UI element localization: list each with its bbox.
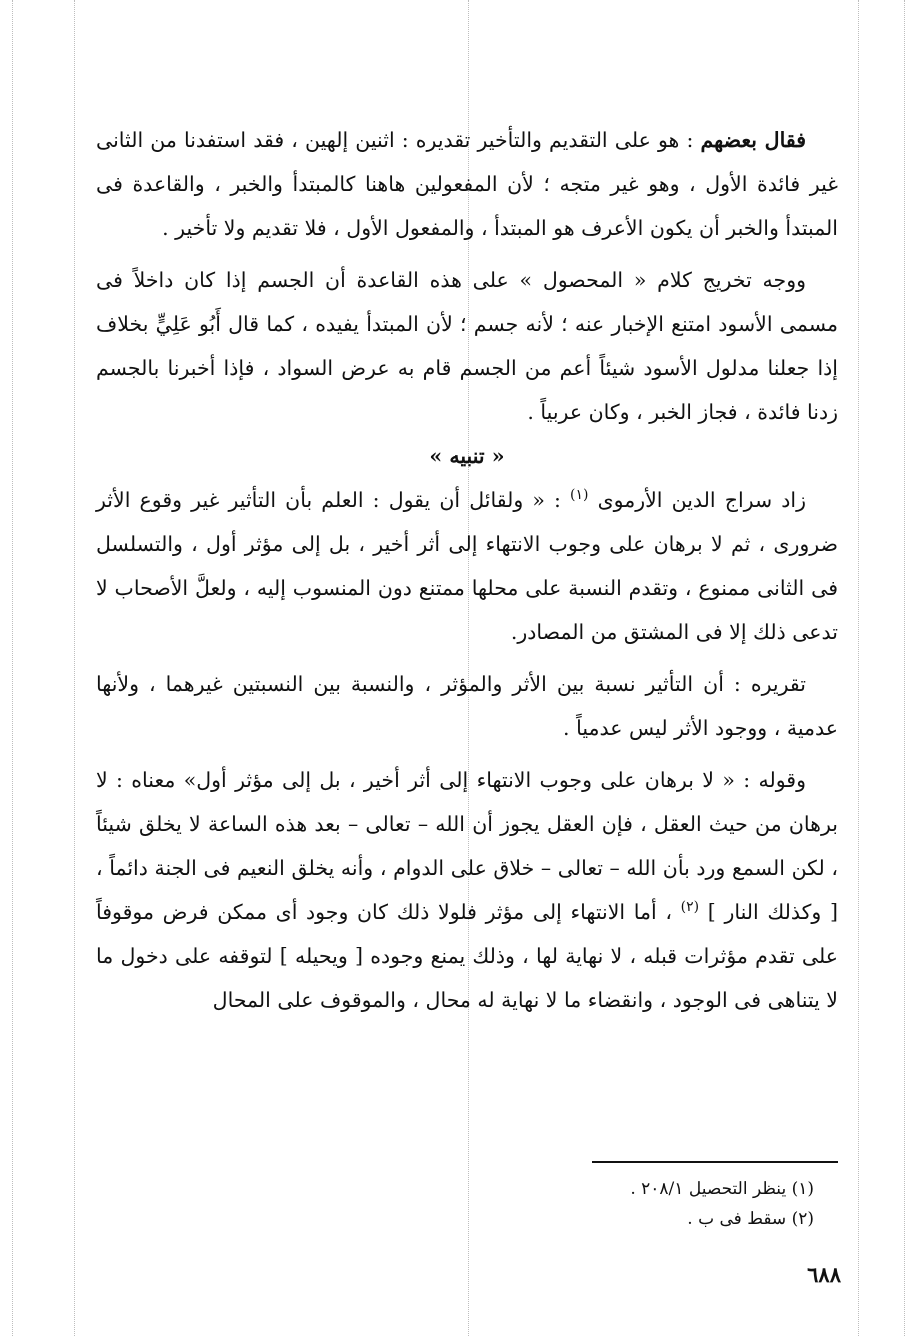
paragraph-note-before: زاد سراج الدين الأرموى (588, 488, 806, 512)
paragraph-taqrir: تقريره : أن التأثير نسبة بين الأثر والمؤثر ، والنسبة بين النسبتين غيرهما ، ولأنها عدمية ، ووجود الأثر ليس عدمياً . (96, 672, 838, 740)
paragraph-note (96, 478, 838, 654)
paragraph-1-lead: فقال بعضهم (700, 128, 806, 152)
margin-dots-right (904, 0, 905, 1336)
section-heading: « تنبيه » (429, 444, 505, 468)
footnote-ref-2: (٢) (680, 899, 700, 916)
margin-dots-right-inner (858, 0, 859, 1336)
margin-dots-left (12, 0, 13, 1336)
footnote-2: (٢) سقط فى ب . (687, 1209, 814, 1229)
paragraph-2: ووجه تخريج كلام « المحصول » على هذه القاعدة أن الجسم إذا كان داخلاً فى مسمى الأسود امتنع الإخبار عنه ؛ لأنه جسم ؛ لأن المبتدأ يفيده ، كما قال أَبُو عَلِيٍّ بخلاف إذا جعلنا مدلول الأسود شيئاً أعم من الجسم قام به عرض السواد ، فإذا أخبرنا بالجسم زدنا فائدة ، فجاز الخبر ، وكان عربياً . (96, 268, 838, 424)
page-body (96, 118, 838, 1022)
paragraph-qawluh (96, 758, 838, 1022)
paragraph-qawluh-after: ، أما الانتهاء إلى مؤثر فلولا ذلك كان وجود أى ممكن فرض موقوفاً على تقدم مؤثرات قبله ، لا نهاية لها ، وذلك يمنع وجوده [ ويحيله ] لتوقفه على دخول ما لا يتناهى فى الوجود ، وانقضاء ما لا نهاية له محال ، والموقوف على المحال (96, 900, 838, 1012)
footnote-1: (١) ينظر التحصيل ٢٠٨/١ . (630, 1179, 814, 1199)
footnotes (96, 1174, 838, 1234)
footnote-ref-1: (١) (570, 487, 589, 504)
paragraph-1 (96, 118, 838, 250)
page-number: ٦٨٨ (807, 1262, 841, 1287)
paragraph-qawluh-before: وقوله : « لا برهان على وجوب الانتهاء إلى أثر أخير ، بل إلى مؤثر أول» معناه : لا برهان من حيث العقل ، فإن العقل يجوز أن الله – تعالى – بعد هذه الساعة لا يخلق شيئاً ، لكن السمع ورد بأن الله – تعالى – خلاق على الدوام ، وأنه يخلق النعيم فى الجنة دائماً ، [ وكذلك النار ] (96, 768, 838, 924)
footnote-rule (592, 1161, 838, 1163)
paragraph-note-after: : « ولقائل أن يقول : العلم بأن التأثير غير وقوع الأثر ضرورى ، ثم لا برهان على وجوب الانتهاء إلى أثر أخير ، بل إلى مؤثر أول ، والتسلسل فى الثانى ممنوع ، وتقدم النسبة على محلها ممتنع دون المنسوب إليه ، ولعلَّ الأصحاب لا تدعى ذلك إلا فى المشتق من المصادر. (96, 488, 838, 644)
paragraph-1-text: : هو على التقديم والتأخير تقديره : اثنين إلهين ، فقد استفدنا من الثانى غير فائدة الأول ، وهو غير متجه ؛ لأن المفعولين هاهنا كالمبتدأ والخبر ، والقاعدة فى المبتدأ والخبر أن يكون الأعرف هو المبتدأ ، والمفعول الأول ، فلا تقديم ولا تأخير . (96, 128, 839, 240)
margin-dots-left-inner (74, 0, 75, 1336)
